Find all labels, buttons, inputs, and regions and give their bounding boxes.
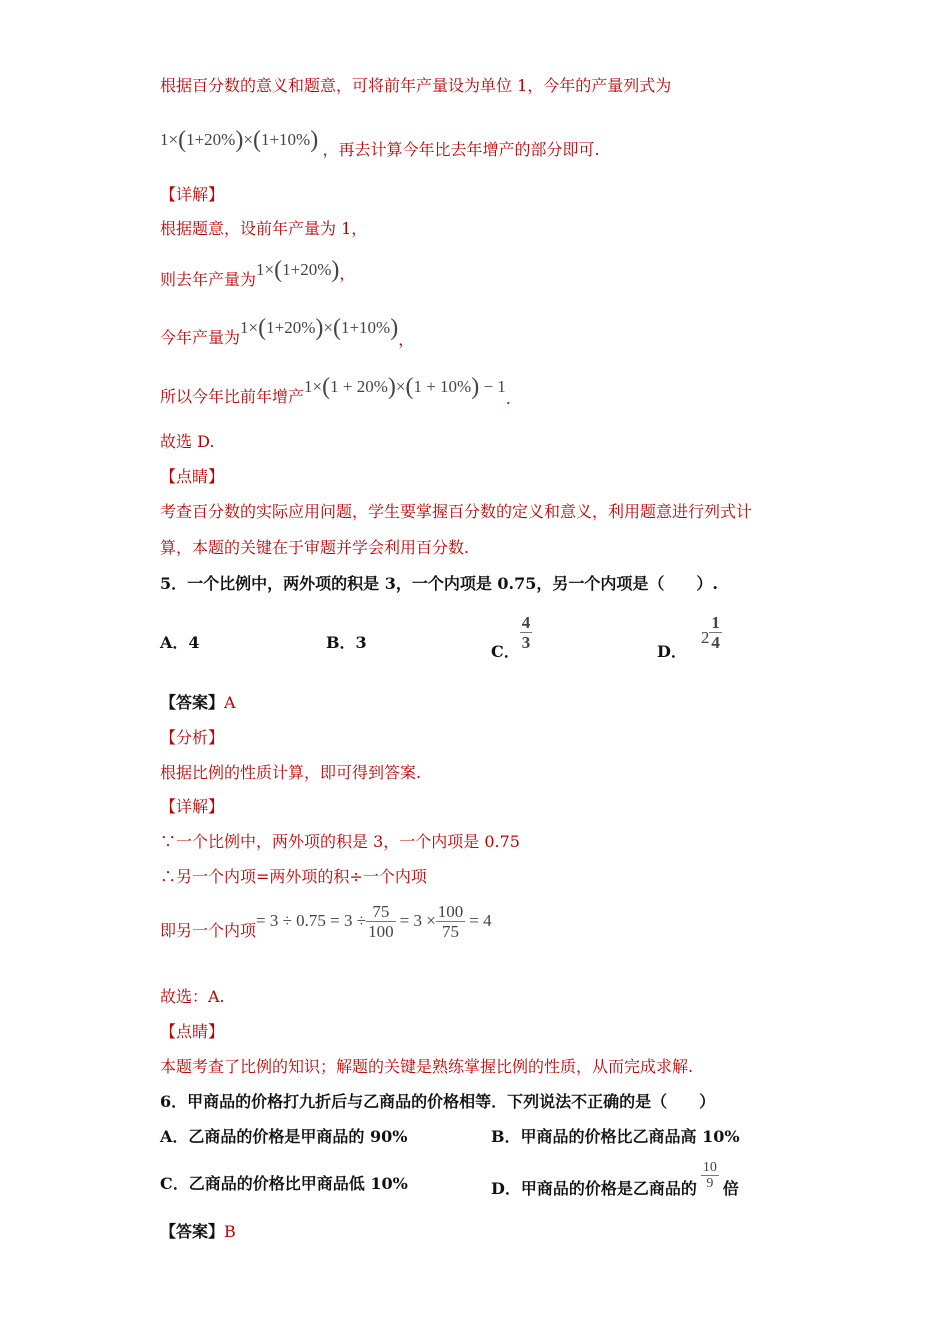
q5-calc-fraction-1: $\frac{75}{100}$: [368, 902, 394, 941]
q5-choice: 故选：A.: [160, 987, 225, 1006]
q5-option-c-fraction: $\frac{4}{3}$: [521, 613, 531, 652]
q4-last-year-line: 则去年产量为1×(1+20%)，: [160, 257, 356, 289]
q6-option-a: A．乙商品的价格是甲商品的 90%: [160, 1127, 408, 1146]
q6-answer: B: [224, 1222, 236, 1241]
q4-comment-line1: 考查百分数的实际应用问题，学生要掌握百分数的定义和意义，利用题意进行列式计: [160, 502, 753, 521]
q5-option-a: A．4: [160, 633, 200, 652]
q5-option-b: B．3: [326, 633, 367, 652]
q4-increase-line: 所以今年比前年增产1×(1 + 20%)×(1 + 10%) − 1.: [160, 374, 511, 408]
q5-option-d-fraction: $\frac{1}{4}$: [711, 613, 720, 652]
q4-this-year-label: 今年产量为: [160, 328, 241, 347]
q5-analysis-tag: 【分析】: [160, 728, 225, 747]
q4-increase-expr: 1×(1 + 20%)×(1 + 10%) − 1: [304, 374, 506, 400]
q5-detail-tag: 【详解】: [160, 797, 225, 816]
q6-question: 6．甲商品的价格打九折后与乙商品的价格相等．下列说法不正确的是（ ）: [160, 1092, 716, 1111]
q4-analysis-line2: [160, 127, 600, 159]
q5-answer-tag: 【答案】: [160, 693, 225, 712]
q4-choice: 故选 D.: [160, 432, 215, 451]
q4-analysis-expr: 1×(1+20%)×(1+10%): [160, 127, 319, 153]
q4-this-year-line: 今年产量为1×(1+20%)×(1+10%)，: [160, 315, 415, 349]
q4-detail-line1: 根据题意，设前年产量为 1，: [160, 219, 368, 238]
q6-answer-tag: 【答案】: [160, 1222, 225, 1241]
q6-option-d-fraction: $\frac{10}{9}$: [702, 1160, 717, 1191]
q4-analysis-line2-text: ，再去计算今年比去年增产的部分即可.: [322, 140, 600, 159]
q5-calc-line: 即另一个内项= 3 ÷ 0.75 = 3 ÷ $\frac{75}{100}$ = 3 × $\frac{100}{75}$ = 4: [160, 902, 492, 941]
q6-option-d: D．甲商品的价格是乙商品的 $\frac{10}{9}$ 倍: [491, 1160, 739, 1198]
q4-comment-line2: 算，本题的关键在于审题并学会利用百分数.: [160, 538, 470, 557]
q6-option-c: C．乙商品的价格比甲商品低 10%: [160, 1174, 408, 1193]
q4-last-year-label: 则去年产量为: [160, 270, 257, 289]
q5-comment-tag: 【点睛】: [160, 1022, 225, 1041]
q5-calc-fraction-2: $\frac{100}{75}$: [437, 902, 464, 941]
q5-therefore: ∴另一个内项=两外项的积÷一个内项: [160, 867, 427, 886]
q4-analysis-line1: 根据百分数的意义和题意，可将前年产量设为单位 1，今年的产量列式为: [160, 76, 672, 95]
q5-answer-line: [160, 693, 236, 713]
q5-answer: A: [224, 693, 236, 712]
q6-answer-line: [160, 1222, 236, 1242]
q4-increase-label: 所以今年比前年增产: [160, 387, 305, 406]
q5-question: 5．一个比例中，两外项的积是 3，一个内项是 0.75，另一个内项是（ ）.: [160, 574, 718, 593]
q5-because: ∵一个比例中，两外项的积是 3，一个内项是 0.75: [160, 832, 520, 851]
q5-analysis: 根据比例的性质计算，即可得到答案.: [160, 763, 422, 782]
q5-option-d: D．2 $\frac{1}{4}$: [657, 613, 720, 661]
q4-detail-tag: 【详解】: [160, 185, 225, 204]
q4-last-year-expr: 1×(1+20%): [256, 257, 340, 283]
q5-comment: 本题考查了比例的知识；解题的关键是熟练掌握比例的性质，从而完成求解.: [160, 1057, 694, 1076]
q4-comment-tag: 【点睛】: [160, 467, 225, 486]
q5-option-c: C． $\frac{4}{3}$: [491, 613, 531, 661]
q4-this-year-expr: 1×(1+20%)×(1+10%): [240, 315, 399, 341]
q6-option-b: B．甲商品的价格比乙商品高 10%: [491, 1127, 740, 1146]
q5-calc-label: 即另一个内项: [160, 921, 257, 940]
